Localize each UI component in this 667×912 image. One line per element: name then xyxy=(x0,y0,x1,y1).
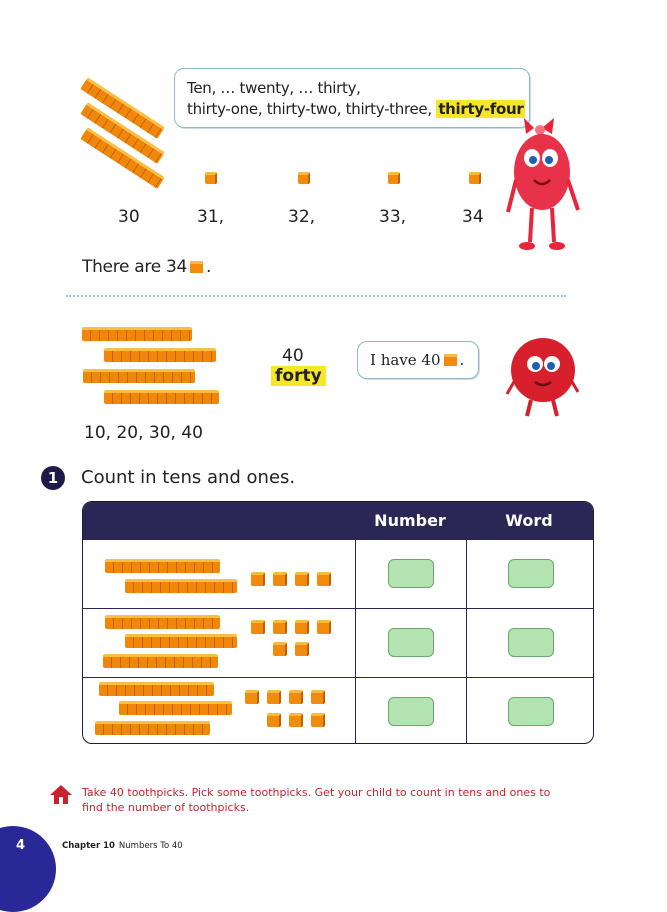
sentence-period: . xyxy=(206,257,212,277)
header-word: Word xyxy=(505,511,553,530)
ten-rod xyxy=(83,369,195,383)
exercise-table xyxy=(82,501,594,744)
forty-number: 40 xyxy=(282,346,304,366)
home-icon xyxy=(49,783,73,805)
unit-cube xyxy=(267,690,281,704)
row-divider xyxy=(83,608,593,609)
number-answer-box[interactable] xyxy=(388,628,434,657)
speech-bubble-i-have-40 xyxy=(357,341,479,379)
column-divider xyxy=(466,502,467,744)
word-answer-box[interactable] xyxy=(508,628,554,657)
parent-note: Take 40 toothpicks. Pick some toothpicks. Get your child to count in tens and ones to find the number of toothpicks. xyxy=(82,786,551,814)
count-number: 30 xyxy=(118,207,140,227)
unit-cube xyxy=(317,620,331,634)
ten-rod xyxy=(99,682,214,696)
ten-rod xyxy=(125,634,237,648)
unit-cube xyxy=(251,620,265,634)
speech-bubble-counting xyxy=(174,68,530,128)
unit-cube xyxy=(295,642,309,656)
unit-cube xyxy=(298,172,310,184)
ten-rod xyxy=(125,579,237,593)
bubble-line-2 xyxy=(187,100,525,118)
count-number: 34 xyxy=(462,207,484,227)
number-answer-box[interactable] xyxy=(388,697,434,726)
unit-cube xyxy=(205,172,217,184)
cube-icon xyxy=(444,354,457,366)
sentence-text: There are 34 xyxy=(82,257,188,277)
unit-cube xyxy=(469,172,481,184)
highlight-thirty-four: thirty-four xyxy=(438,100,524,118)
forty-word: forty xyxy=(271,366,326,386)
unit-cube xyxy=(289,690,303,704)
count-number: 33, xyxy=(379,207,407,227)
section-divider xyxy=(66,295,566,297)
unit-cube xyxy=(289,713,303,727)
ten-rod xyxy=(103,654,218,668)
bubble-line-2-text: thirty-one, thirty-two, thirty-three, xyxy=(187,100,432,118)
word-answer-box[interactable] xyxy=(508,697,554,726)
unit-cube xyxy=(245,690,259,704)
chapter-title: Numbers To 40 xyxy=(118,841,183,851)
unit-cube xyxy=(295,620,309,634)
ten-rod xyxy=(105,615,220,629)
bubble-period: . xyxy=(459,351,465,369)
bubble-line-1: Ten, … twenty, … thirty, xyxy=(187,79,361,97)
unit-cube xyxy=(317,572,331,586)
question-instruction: Count in tens and ones. xyxy=(81,467,296,488)
unit-cube xyxy=(273,642,287,656)
chapter-footer xyxy=(62,841,183,851)
chapter-label: Chapter 10 xyxy=(62,841,115,851)
unit-cube xyxy=(273,620,287,634)
sentence-there-are-34 xyxy=(82,257,211,277)
cube-icon xyxy=(190,261,203,273)
ten-rod xyxy=(104,390,219,404)
unit-cube xyxy=(311,690,325,704)
tens-sequence: 10, 20, 30, 40 xyxy=(84,423,203,443)
unit-cube xyxy=(273,572,287,586)
red-monster-mascot xyxy=(505,328,580,420)
unit-cube xyxy=(311,713,325,727)
page-number: 4 xyxy=(16,838,26,853)
row-divider xyxy=(83,677,593,678)
unit-cube xyxy=(267,713,281,727)
count-number: 32, xyxy=(288,207,316,227)
unit-cube xyxy=(251,572,265,586)
header-number: Number xyxy=(374,511,446,530)
bubble-text xyxy=(370,351,464,369)
table-header xyxy=(83,502,593,540)
column-divider xyxy=(355,502,356,744)
ten-rod xyxy=(119,701,232,715)
page-tab xyxy=(0,826,56,912)
question-number-badge: 1 xyxy=(41,466,65,490)
ten-rod xyxy=(95,721,210,735)
number-answer-box[interactable] xyxy=(388,559,434,588)
word-answer-box[interactable] xyxy=(508,559,554,588)
bubble-text-main: I have 40 xyxy=(370,351,441,369)
count-number: 31, xyxy=(197,207,225,227)
pink-monster-mascot xyxy=(504,110,594,260)
ten-rod xyxy=(105,559,220,573)
ten-rod xyxy=(82,327,192,341)
unit-cube xyxy=(388,172,400,184)
ten-rod xyxy=(104,348,216,362)
unit-cube xyxy=(295,572,309,586)
